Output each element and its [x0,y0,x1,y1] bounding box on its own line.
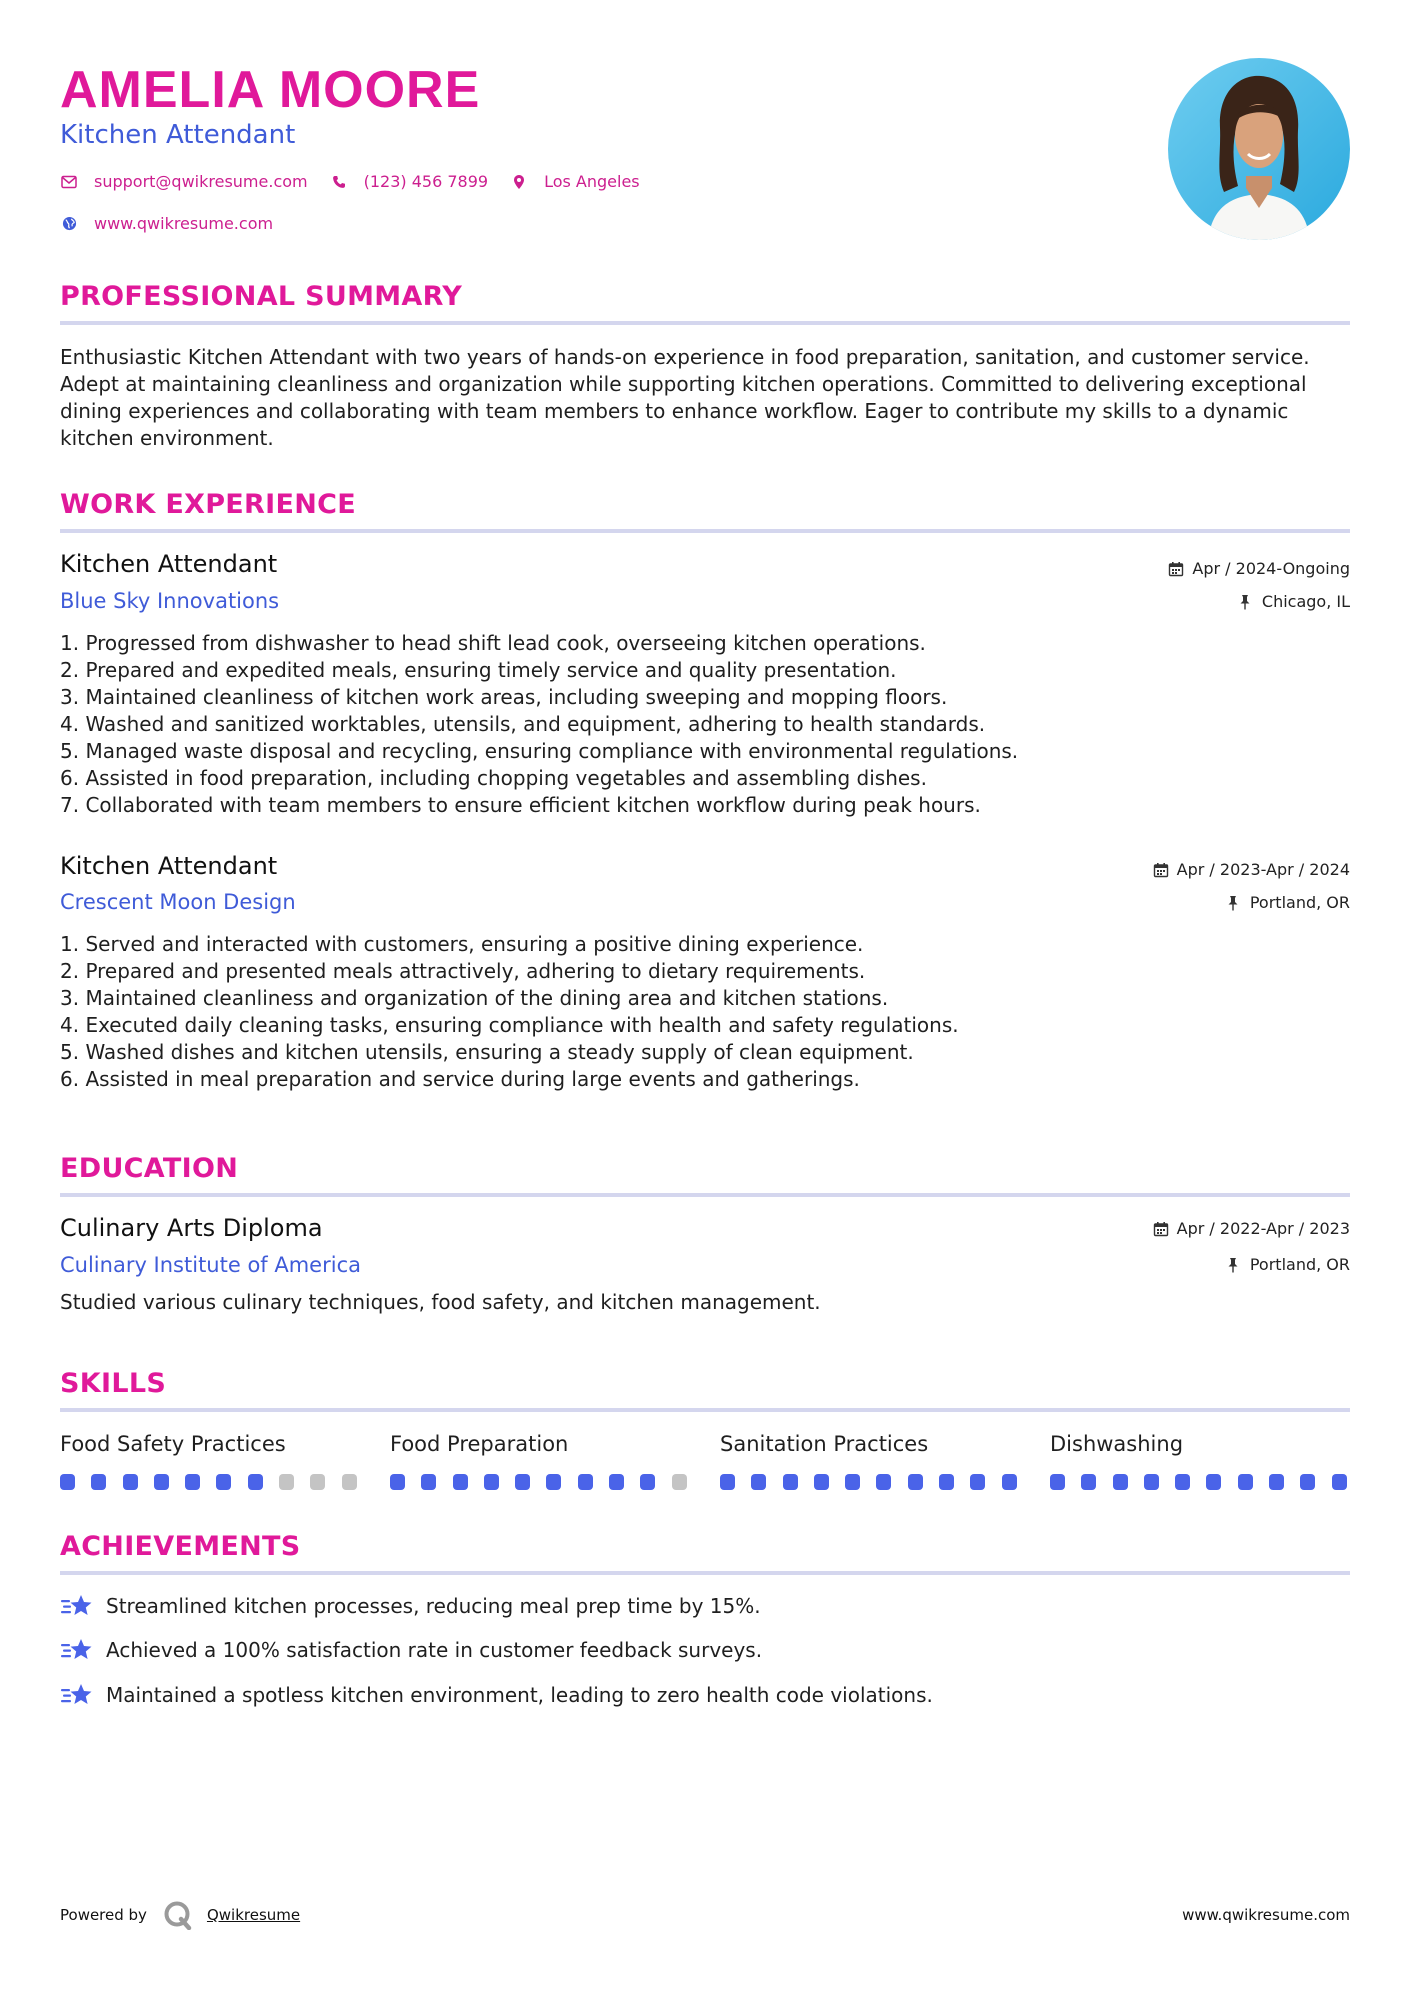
list-item: 5. Managed waste disposal and recycling, ensuring compliance with environmental regulations. [60,739,1019,763]
rating-dot-filled [1113,1474,1128,1490]
list-item: 2. Prepared and expedited meals, ensuring timely service and quality presentation. [60,658,897,682]
rating-dot-empty [279,1474,294,1490]
summary-text: Enthusiastic Kitchen Attendant with two years of hands-on experience in food preparation, sanitation, and customer service. Adept at maintaining cleanliness and organization while supporting kitchen operations. Committed to delivering exceptional dining experiences and collaborating with team members to enhance workflow. Eager to contribute my skills to a dynamic kitchen environment. [60,345,1310,450]
education-description: Studied various culinary techniques, food safety, and kitchen management. [60,1290,821,1314]
rating-dot-filled [814,1474,829,1490]
job-2-bullets [60,931,1350,1093]
rating-dot-filled [1269,1474,1284,1490]
rating-dot-filled [578,1474,593,1490]
qwikresume-logo-icon [163,1900,193,1930]
contact-website[interactable] [60,214,273,233]
pushpin-icon [1226,1257,1242,1273]
skill-item [1050,1430,1350,1490]
profile-photo [1168,58,1350,240]
rating-dot-filled [876,1474,891,1490]
rating-dot-filled [1175,1474,1190,1490]
rating-dot-filled [546,1474,561,1490]
education-divider [60,1193,1350,1197]
skills-divider [60,1408,1350,1412]
shooting-star-icon [60,1592,94,1620]
achievement-item [60,1636,762,1664]
shooting-star-icon [60,1636,94,1664]
education-dates-text: Apr / 2022-Apr / 2023 [1176,1219,1350,1238]
job-1-dates-text: Apr / 2024-Ongoing [1192,559,1350,578]
shooting-star-icon [60,1681,94,1709]
resume-page [60,0,1350,1990]
list-item: 1. Served and interacted with customers, ensuring a positive dining experience. [60,932,864,956]
rating-dot-filled [390,1474,405,1490]
calendar-icon [1168,561,1184,577]
skills-section-title: SKILLS [60,1368,167,1399]
job-2-dates-text: Apr / 2023-Apr / 2024 [1176,860,1350,879]
job-1-role: Kitchen Attendant [60,550,278,578]
rating-dot-filled [91,1474,106,1490]
footer-powered-by [60,1900,300,1930]
rating-dot-filled [783,1474,798,1490]
job-1-location [1238,591,1350,613]
skill-name: Food Safety Practices [60,1432,286,1456]
contact-email[interactable] [60,172,308,191]
rating-dot-filled [939,1474,954,1490]
map-pin-icon [510,173,528,191]
job-1-company: Blue Sky Innovations [60,589,280,613]
location-text: Los Angeles [544,172,640,191]
globe-icon [60,215,78,233]
rating-dot-filled [751,1474,766,1490]
education-dates [1153,1218,1350,1240]
job-2-dates [1153,859,1350,881]
phone-text: (123) 456 7899 [363,172,489,191]
website-text: www.qwikresume.com [94,214,274,233]
rating-dot-filled [60,1474,75,1490]
list-item: 4. Washed and sanitized worktables, utensils, and equipment, adhering to health standards. [60,712,986,736]
job-2-company: Crescent Moon Design [60,890,296,914]
summary-divider [60,321,1350,325]
email-text: support@qwikresume.com [94,172,308,191]
contact-row-1 [60,172,662,191]
job-1-location-text: Chicago, IL [1261,592,1350,611]
job-2-location [1226,892,1350,914]
education-section-title: EDUCATION [60,1153,239,1184]
rating-dot-filled [1238,1474,1253,1490]
rating-dot-filled [216,1474,231,1490]
calendar-icon [1153,862,1169,878]
rating-dot-filled [640,1474,655,1490]
rating-dot-filled [1081,1474,1096,1490]
education-degree: Culinary Arts Diploma [60,1214,323,1242]
skill-item [720,1430,1020,1490]
skill-rating [720,1474,1020,1490]
list-item: 3. Maintained cleanliness and organization of the dining area and kitchen stations. [60,986,889,1010]
list-item: 6. Assisted in food preparation, including chopping vegetables and assembling dishes. [60,766,927,790]
rating-dot-filled [845,1474,860,1490]
rating-dot-filled [484,1474,499,1490]
education-location [1226,1254,1350,1276]
rating-dot-empty [672,1474,687,1490]
rating-dot-empty [342,1474,357,1490]
experience-divider [60,529,1350,533]
skill-rating [390,1474,690,1490]
list-item: 4. Executed daily cleaning tasks, ensuring compliance with health and safety regulations. [60,1013,959,1037]
achievement-text: Streamlined kitchen processes, reducing meal prep time by 15%. [106,1593,761,1618]
skill-rating [60,1474,360,1490]
list-item: 1. Progressed from dishwasher to head shift lead cook, overseeing kitchen operations. [60,631,926,655]
list-item: 7. Collaborated with team members to ensure efficient kitchen workflow during peak hours. [60,793,981,817]
rating-dot-filled [515,1474,530,1490]
footer-url[interactable]: www.qwikresume.com [1182,1906,1350,1924]
job-1-dates [1168,558,1350,580]
education-school: Culinary Institute of America [60,1253,361,1277]
rating-dot-filled [908,1474,923,1490]
list-item: 3. Maintained cleanliness of kitchen work areas, including sweeping and mopping floors. [60,685,948,709]
skill-rating [1050,1474,1350,1490]
achievement-text: Achieved a 100% satisfaction rate in customer feedback surveys. [106,1637,763,1662]
powered-by-label: Powered by [60,1906,147,1924]
achievement-item [60,1592,761,1620]
calendar-icon [1153,1221,1169,1237]
rating-dot-filled [1002,1474,1017,1490]
achievement-item [60,1681,933,1709]
list-item: 6. Assisted in meal preparation and service during large events and gatherings. [60,1067,860,1091]
list-item: 5. Washed dishes and kitchen utensils, ensuring a steady supply of clean equipment. [60,1040,914,1064]
education-location-text: Portland, OR [1249,1255,1350,1274]
rating-dot-filled [1300,1474,1315,1490]
skill-item [390,1430,690,1490]
rating-dot-filled [1144,1474,1159,1490]
experience-section-title: WORK EXPERIENCE [60,489,356,520]
rating-dot-filled [123,1474,138,1490]
job-2-role: Kitchen Attendant [60,852,278,880]
pushpin-icon [1238,594,1254,610]
achievement-text: Maintained a spotless kitchen environment, leading to zero health code violations. [106,1682,933,1707]
rating-dot-filled [720,1474,735,1490]
skill-name: Dishwashing [1050,1432,1184,1456]
rating-dot-filled [1206,1474,1221,1490]
rating-dot-filled [970,1474,985,1490]
rating-dot-filled [185,1474,200,1490]
job-1-bullets [60,630,1350,819]
skill-name: Food Preparation [390,1432,569,1456]
contact-row-2 [60,214,295,233]
rating-dot-filled [248,1474,263,1490]
rating-dot-filled [453,1474,468,1490]
candidate-name: AMELIA MOORE [60,61,481,119]
list-item: 2. Prepared and presented meals attractively, adhering to dietary requirements. [60,959,866,983]
job-2-location-text: Portland, OR [1249,893,1350,912]
rating-dot-filled [421,1474,436,1490]
qwikresume-link[interactable]: Qwikresume [206,1906,301,1924]
contact-phone[interactable] [330,172,488,191]
skill-item [60,1430,360,1490]
phone-icon [330,173,348,191]
rating-dot-filled [1332,1474,1347,1490]
pushpin-icon [1226,895,1242,911]
candidate-job-title: Kitchen Attendant [60,120,296,150]
rating-dot-filled [154,1474,169,1490]
skill-name: Sanitation Practices [720,1432,929,1456]
envelope-icon [60,173,78,191]
summary-section-title: PROFESSIONAL SUMMARY [60,281,463,312]
achievements-section-title: ACHIEVEMENTS [60,1531,301,1562]
rating-dot-filled [1050,1474,1065,1490]
achievements-divider [60,1571,1350,1575]
contact-location [510,172,640,191]
rating-dot-filled [609,1474,624,1490]
rating-dot-empty [310,1474,325,1490]
